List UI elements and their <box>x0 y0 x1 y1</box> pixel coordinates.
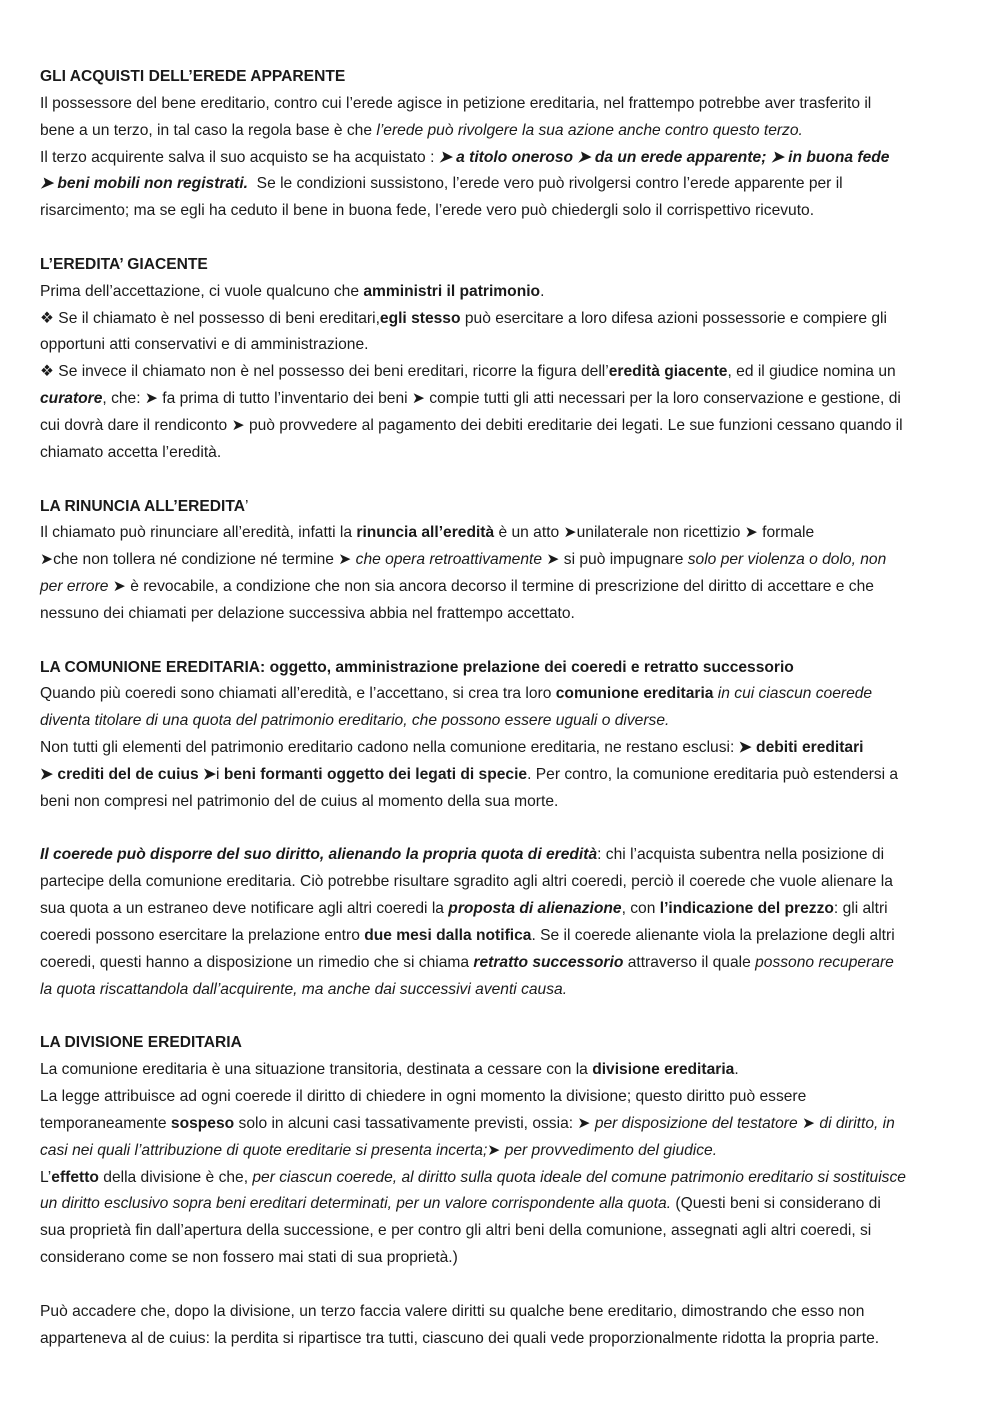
section-title: LA RINUNCIA ALL’EREDITA’ <box>40 497 249 515</box>
paragraph <box>40 1057 960 1272</box>
emphasized-text: ➤ crediti del de cuius ➤ <box>40 765 217 783</box>
text-line <box>40 118 960 145</box>
text-line <box>40 1191 960 1218</box>
text-span: Il terzo acquirente salva il suo acquisto se ha acquistato : <box>40 148 439 166</box>
text-span: Il possessore del bene ereditario, contro cui l’erede agisce in petizione ereditaria, nel frattempo potrebbe aver trasferito il <box>40 94 872 112</box>
text-span: sua proprietà fin dall’apertura della successione, e per contro gli altri beni della comunione, assegnati agli altri coeredi, si <box>40 1222 872 1240</box>
text-line <box>40 145 960 172</box>
text-line <box>40 923 960 950</box>
section-la-divisione-ereditaria <box>40 1030 960 1272</box>
text-line <box>40 735 960 762</box>
text-span: risarcimento; ma se egli ha ceduto il bene in buona fede, l’erede vero può chiedergli solo il corrispettivo ricevuto. <box>40 202 815 220</box>
emphasized-text: per errore <box>40 578 109 596</box>
text-span: nessuno dei chiamati per delazione successiva abbia nel frattempo accettato. <box>40 604 575 622</box>
emphasized-text: egli stesso <box>379 309 461 327</box>
text-line <box>40 681 960 708</box>
emphasized-text: la quota riscattandola dall’acquirente, ma anche dai successivi aventi causa. <box>40 980 568 998</box>
text-span: cui dovrà dare il rendiconto ➤ può provvedere al pagamento dei debiti ereditarie dei legati. Le sue funzioni cessano quando il <box>40 416 903 434</box>
section-la-rinuncia-all-eredita <box>40 494 960 628</box>
text-line <box>40 332 960 359</box>
section-l-eredita-giacente <box>40 252 960 467</box>
text-line <box>40 1326 960 1353</box>
text-span: , ed il giudice nomina un <box>727 363 896 381</box>
text-line <box>40 520 960 547</box>
text-span: ➤ <box>797 1114 820 1132</box>
paragraph <box>40 91 960 225</box>
emphasized-text: amministri il patrimonio <box>363 282 541 300</box>
text-span: i <box>216 765 224 783</box>
text-span: ➤ <box>487 1141 505 1159</box>
section-la-comunione-ereditaria-oggetto-amminist <box>40 655 960 816</box>
emphasized-text: beni formanti oggetto dei legati di specie <box>223 765 528 783</box>
text-line <box>40 977 960 1004</box>
emphasized-text: possono recuperare <box>755 953 894 971</box>
text-line <box>40 91 960 118</box>
text-span: coeredi possono esercitare la prelazione entro <box>40 927 365 944</box>
text-span: attraverso il quale <box>623 953 756 971</box>
text-span: , con <box>621 900 660 918</box>
text-line <box>40 601 960 628</box>
text-span: ➤che non tollera né condizione né termine ➤ <box>40 551 356 569</box>
paragraph <box>40 842 960 1003</box>
text-span: . Se il coerede alienante viola la prelazione degli altri <box>531 927 895 944</box>
text-line <box>40 306 960 333</box>
text-line <box>40 547 960 574</box>
text-span: beni non compresi nel patrimonio del de cuius al momento della sua morte. <box>40 792 559 810</box>
emphasized-text: casi nei quali l’attribuzione di quote ereditarie si presenta incerta; <box>40 1141 488 1159</box>
emphasized-text: divisione ereditaria <box>592 1061 735 1079</box>
emphasized-text: solo per violenza o dolo, non <box>687 551 887 569</box>
text-span: Il chiamato può rinunciare all’eredità, infatti la <box>40 524 357 542</box>
emphasized-text: curatore <box>40 390 103 408</box>
text-span: della divisione è che, <box>98 1168 253 1186</box>
emphasized-text: effetto <box>51 1168 99 1186</box>
text-line <box>40 1245 960 1272</box>
emphasized-text: eredità giacente <box>608 363 728 381</box>
text-line <box>40 1218 960 1245</box>
paragraph <box>40 681 960 815</box>
emphasized-text: l’erede può rivolgere la sua azione anche contro questo terzo. <box>376 121 803 139</box>
text-span: Non tutti gli elementi del patrimonio ereditario cadono nella comunione ereditaria, ne restano esclusi: <box>40 739 739 757</box>
section-title: GLI ACQUISTI DELL’EREDE APPARENTE <box>40 68 346 85</box>
section-title: LA DIVISIONE EREDITARIA <box>40 1034 242 1052</box>
text-line <box>40 708 960 735</box>
text-span: temporaneamente <box>40 1114 171 1132</box>
text-line <box>40 1084 960 1111</box>
paragraph <box>40 279 960 467</box>
text-line <box>40 1299 960 1326</box>
emphasized-text: per ciascun coerede, al diritto sulla quota ideale del comune patrimonio ereditario si sostituisce <box>252 1168 906 1186</box>
text-line <box>40 198 960 225</box>
text-line <box>40 386 960 413</box>
text-line <box>40 279 960 306</box>
text-line <box>40 789 960 816</box>
emphasized-text: comunione ereditaria <box>555 685 714 703</box>
text-span: , che: ➤ fa prima di tutto l’inventario dei beni ➤ compie tutti gli atti necessari per la loro conservazione e gestione, di <box>102 390 901 408</box>
text-span: L’ <box>40 1168 52 1186</box>
text-span: . Per contro, la comunione ereditaria può estendersi a <box>527 765 899 783</box>
section-title: L’EREDITA’ GIACENTE <box>40 255 208 273</box>
text-span: . <box>734 1061 739 1079</box>
text-span: coeredi, questi hanno a disposizione un rimedio che si chiama <box>40 953 474 971</box>
text-line <box>40 574 960 601</box>
text-span: Se le condizioni sussistono, l’erede vero può rivolgersi contro l’erede apparente per il <box>248 175 843 193</box>
text-span: solo in alcuni casi tassativamente previsti, ossia: ➤ <box>234 1114 595 1132</box>
text-span: Quando più coeredi sono chiamati all’eredità, e l’accettano, si crea tra loro <box>40 685 556 703</box>
section-paragraph-4 <box>40 842 960 1003</box>
emphasized-text: ➤ a titolo oneroso ➤ da un erede apparente; ➤ in buona fede <box>438 148 890 166</box>
text-span: bene a un terzo, in tal caso la regola base è che <box>40 121 377 139</box>
text-span: ❖ Se invece il chiamato non è nel possesso dei beni ereditari, ricorre la figura dell’ <box>40 363 609 381</box>
emphasized-text: per provvedimento del giudice. <box>504 1141 718 1159</box>
text-span: (Questi beni si considerano di <box>671 1195 881 1213</box>
text-line <box>40 1138 960 1165</box>
document-page <box>40 64 960 1353</box>
text-line <box>40 413 960 440</box>
text-line <box>40 359 960 386</box>
text-line <box>40 1057 960 1084</box>
emphasized-text: proposta di alienazione <box>448 900 622 918</box>
section-gli-acquisti-dell-erede-apparente <box>40 64 960 225</box>
text-span: apparteneva al de cuius: la perdita si ripartisce tra tutti, ciascuno dei quali vede proporzionalmente ridotta la propria parte. <box>40 1329 880 1347</box>
text-line <box>40 950 960 977</box>
text-span: è un atto ➤unilaterale non ricettizio ➤ formale <box>494 524 815 542</box>
text-span: ❖ Se il chiamato è nel possesso di beni ereditari, <box>40 309 380 327</box>
text-span: ➤ è revocabile, a condizione che non sia ancora decorso il termine di prescrizione del diritto di accettare e che <box>108 578 874 596</box>
emphasized-text: due mesi dalla notifica <box>364 927 532 944</box>
emphasized-text: per disposizione del testatore <box>594 1114 798 1132</box>
text-span: opportuni atti conservativi e di amministrazione. <box>40 336 369 354</box>
text-span: può esercitare a loro difesa azioni possessorie e compiere gli <box>460 309 887 327</box>
emphasized-text: un diritto esclusivo sopra beni ereditari determinati, per un valore corrispondente alla quota. <box>40 1195 672 1213</box>
text-span: La comunione ereditaria è una situazione transitoria, destinata a cessare con la <box>40 1061 593 1079</box>
emphasized-text: sospeso <box>170 1114 235 1132</box>
emphasized-text: ➤ beni mobili non registrati. <box>40 175 249 193</box>
text-line <box>40 842 960 869</box>
section-title: LA COMUNIONE EREDITARIA: oggetto, amministrazione prelazione dei coeredi e retratto successorio <box>40 658 794 676</box>
text-span: partecipe della comunione ereditaria. Ciò potrebbe risultare sgradito agli altri coeredi, perciò il coerede che vuole alienare la <box>40 873 893 891</box>
paragraph <box>40 1299 960 1353</box>
text-line <box>40 762 960 789</box>
text-span: . <box>540 282 545 300</box>
text-line <box>40 171 960 198</box>
emphasized-text: rinuncia all’eredità <box>356 524 495 542</box>
emphasized-text: di diritto, in <box>819 1114 895 1132</box>
text-line <box>40 1111 960 1138</box>
emphasized-text: ➤ debiti ereditari <box>738 739 864 757</box>
text-line <box>40 869 960 896</box>
text-line <box>40 1165 960 1192</box>
emphasized-text: Il coerede può disporre del suo diritto, alienando la propria quota di eredità <box>40 846 598 864</box>
text-span: sua quota a un estraneo deve notificare agli altri coeredi la <box>40 900 449 918</box>
emphasized-text: l’indicazione del prezzo <box>659 900 834 918</box>
text-span: chiamato accetta l’eredità. <box>40 443 222 461</box>
text-span: considerano come se non fossero mai stati di sua proprietà.) <box>40 1249 458 1267</box>
text-span: ➤ si può impugnare <box>542 551 688 569</box>
text-line <box>40 440 960 467</box>
paragraph <box>40 520 960 627</box>
text-span: La legge attribuisce ad ogni coerede il diritto di chiedere in ogni momento la divisione; questo diritto può essere <box>40 1088 807 1106</box>
emphasized-text: diventa titolare di una quota del patrimonio ereditario, che possono essere uguali o diverse. <box>40 712 670 730</box>
text-span: Può accadere che, dopo la divisione, un terzo faccia valere diritti su qualche bene ereditario, dimostrando che esso non <box>40 1302 865 1320</box>
section-paragraph-6 <box>40 1299 960 1353</box>
emphasized-text: in cui ciascun coerede <box>713 685 873 703</box>
text-line <box>40 896 960 923</box>
text-span: Prima dell’accettazione, ci vuole qualcuno che <box>40 282 364 300</box>
emphasized-text: retratto successorio <box>473 953 624 971</box>
text-span: : gli altri <box>833 900 888 918</box>
text-span: : chi l’acquista subentra nella posizione di <box>597 846 885 864</box>
emphasized-text: che opera retroattivamente <box>355 551 543 569</box>
